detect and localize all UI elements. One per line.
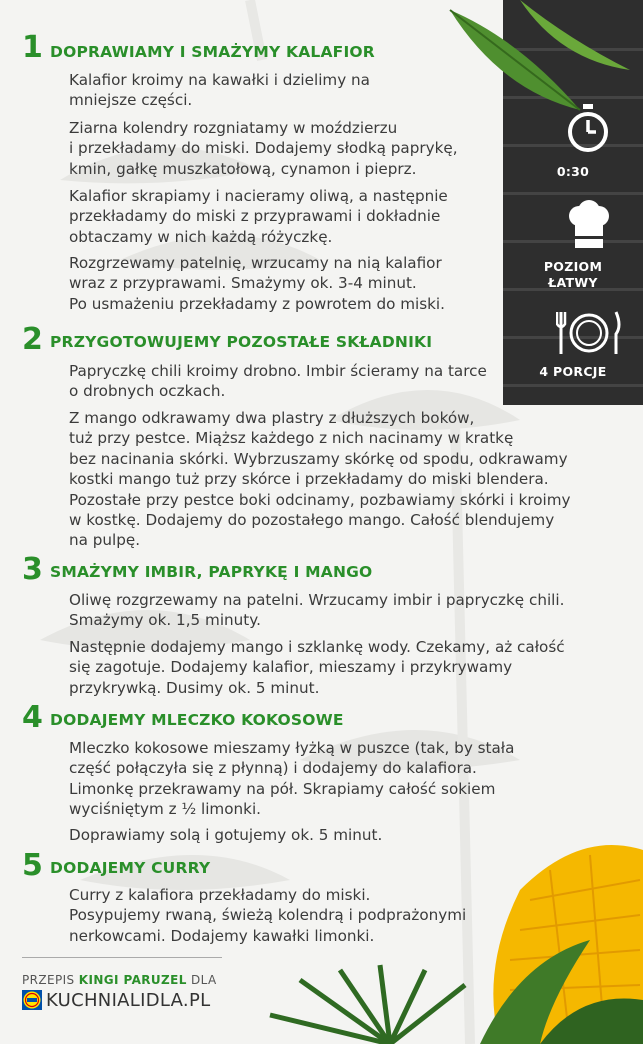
step-paragraph: Doprawiamy solą i gotujemy ok. 5 minut. [69,826,383,844]
stopwatch-icon [566,104,610,154]
step-paragraph: Kalafior skrapiamy i nacieramy oliwą, a następnie przekładamy do miski z przyprawami i dokładnie obtaczamy w nich każdą różyczkę. [69,187,448,246]
footer-divider [22,957,222,958]
step-paragraph: Rozgrzewamy patelnię, wrzucamy na nią kalafior wraz z przyprawami. Smażymy ok. 3-4 minut. Po usmażeniu przekładamy z powrotem do miski. [69,254,445,313]
step-title: PRZYGOTOWUJEMY POZOSTAŁE SKŁADNIKI [50,333,433,351]
leaf-decoration-top [430,0,643,120]
palm-leaf-decoration [260,960,520,1044]
difficulty-label: POZIOM ŁATWY [543,259,603,290]
credit-suffix: DLA [191,973,217,987]
chef-hat-icon [566,200,612,250]
step-title: DODAJEMY MLECZKO KOKOSOWE [50,711,344,729]
step-number: 2 [22,322,43,357]
step-number: 4 [22,700,43,735]
step-paragraph: Papryczkę chili kroimy drobno. Imbir ścieramy na tarce o drobnych oczkach. [69,362,487,401]
portions-label: 4 PORCJE [539,364,607,379]
prep-time-label: 0:30 [556,164,590,179]
plate-cutlery-icon [556,308,622,358]
step-number: 1 [22,30,43,65]
step-paragraph: Następnie dodajemy mango i szklankę wody. Czekamy, aż całość się zagotuje. Dodajemy kalafior, mieszamy i przykrywamy przykrywką. Dusimy ok. 5 minut. [69,638,565,697]
step-title: DODAJEMY CURRY [50,859,211,877]
step-number: 5 [22,848,43,883]
recipe-credit [22,973,217,987]
brand-link[interactable]: KUCHNIALIDLA.PL [46,990,211,1011]
credit-prefix: PRZEPIS [22,973,75,987]
step-number: 3 [22,552,43,587]
credit-author: KINGI PARUZEL [78,973,187,987]
step-title: DOPRAWIAMY I SMAŻYMY KALAFIOR [50,43,375,61]
step-paragraph: Oliwę rozgrzewamy na patelni. Wrzucamy imbir i papryczkę chili. Smażymy ok. 1,5 minuty. [69,591,565,630]
lidl-logo-icon [22,990,42,1010]
step-paragraph: Ziarna kolendry rozgniatamy w moździerzu i przekładamy do miski. Dodajemy słodką paprykę, kmin, gałkę muszkatołową, cynamon i pieprz. [69,119,458,178]
step-paragraph: Mleczko kokosowe mieszamy łyżką w puszce (tak, by stała część połączyła się z płynną) i dodajemy do kalafiora. Limonkę przekrawamy na pół. Skrapiamy całość sokiem wyciśniętym z ½ limonki. [69,739,515,819]
step-paragraph: Kalafior kroimy na kawałki i dzielimy na mniejsze części. [69,71,370,110]
step-paragraph: Curry z kalafiora przekładamy do miski. Posypujemy rwaną, świeżą kolendrą i podprażonymi nerkowcami. Dodajemy kawałki limonki. [69,886,467,945]
step-title: SMAŻYMY IMBIR, PAPRYKĘ I MANGO [50,563,373,581]
step-paragraph: Z mango odkrawamy dwa plastry z dłuższych boków, tuż przy pestce. Miąższ każdego z nich nacinamy w kratkę bez nacinania skórki. Wybrzuszamy skórkę od spodu, odkrawamy kostki mango tuż przy skórce i przekładamy do miski blendera. Pozostałe przy pestce boki odcinamy, pozbawiamy skórki i kroimy w kostkę. Dodajemy do pozostałego mango. Całość blendujemy na pulpę. [69,409,571,550]
